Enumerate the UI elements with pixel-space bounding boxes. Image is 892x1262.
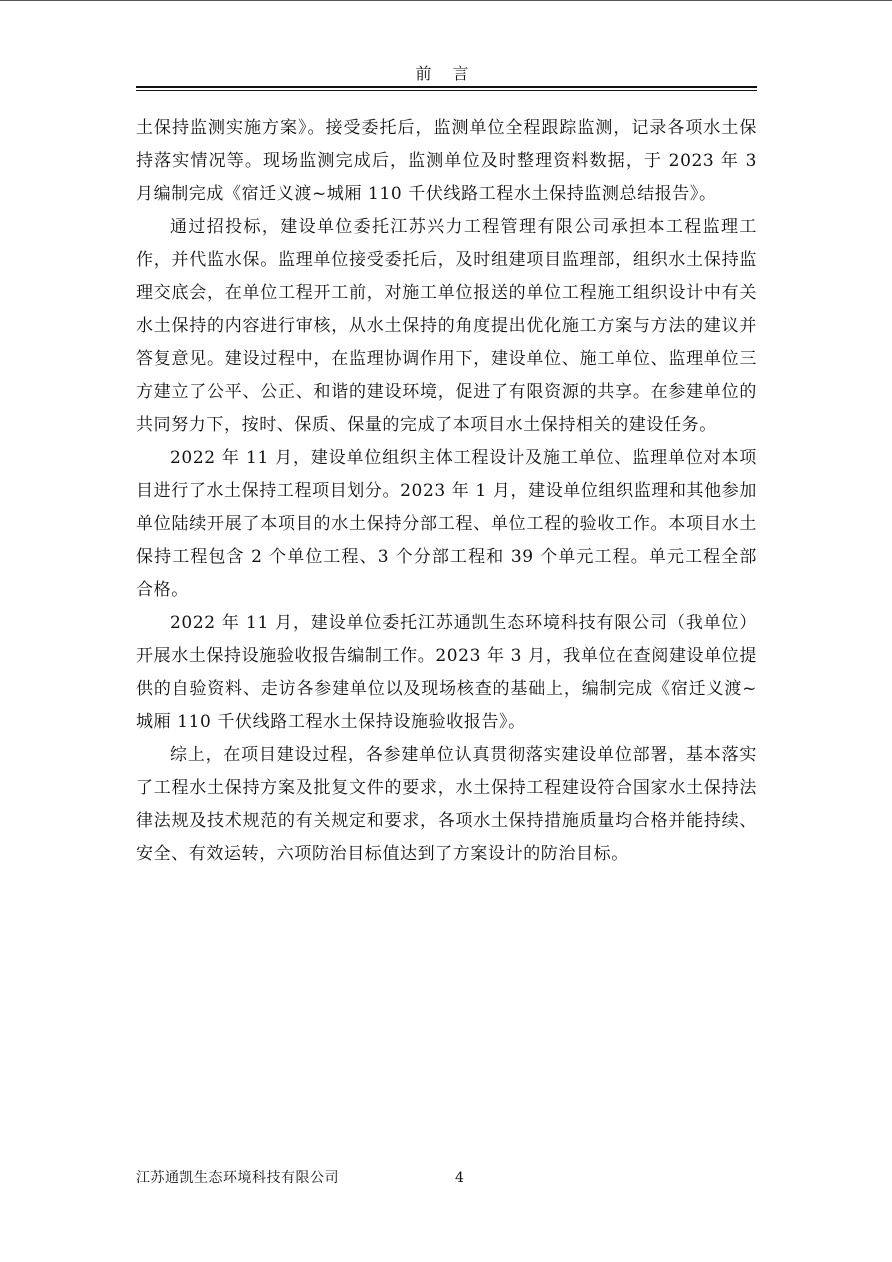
page-header-title: 前 言 xyxy=(415,64,477,83)
paragraph-project-division: 2022 年 11 月，建设单位组织主体工程设计及施工单位、监理单位对本项目进行了水土保持工程项目划分。2023 年 1 月，建设单位组织监理和其他参加单位陆续开展了本项目的水土保持分部工程、单位工程的验收工作。本项目水土保持工程包含 2 个单位工程、3 个分部工程和 39 个单元工程。单元工程全部合格。 xyxy=(136,448,757,600)
paragraph-supervision: 通过招投标，建设单位委托江苏兴力工程管理有限公司承担本工程监理工作，并代监水保。监理单位接受委托后，及时组建项目监理部，组织水土保持监理交底会，在单位工程开工前，对施工单位报送的单位工程施工组织设计中有关水土保持的内容进行审核，从水土保持的角度提出优化施工方案与方法的建议并答复意见。建设过程中，在监理协调作用下，建设单位、施工单位、监理单位三方建立了公平、公正、和谐的建设环境，促进了有限资源的共享。在参建单位的共同努力下，按时、保质、保量的完成了本项目水土保持相关的建设任务。 xyxy=(136,217,757,435)
body-text xyxy=(136,112,757,871)
paragraph-summary: 综上，在项目建设过程，各参建单位认真贯彻落实建设单位部署，基本落实了工程水土保持方案及批复文件的要求，水土保持工程建设符合国家水土保持法律法规及技术规范的有关规定和要求，各项水土保持措施质量均合格并能持续、安全、有效运转，六项防治目标值达到了方案设计的防治目标。 xyxy=(136,745,757,864)
header-rule-thick xyxy=(136,86,757,88)
paragraph-continuation: 土保持监测实施方案》。接受委托后，监测单位全程跟踪监测，记录各项水土保持落实情况等。现场监测完成后，监测单位及时整理资料数据，于 2023 年 3 月编制完成《宿迁义渡~城厢 110 千伏线路工程水土保持监测总结报告》。 xyxy=(136,118,757,204)
footer-page-number: 4 xyxy=(455,1170,464,1186)
paragraph-acceptance-report: 2022 年 11 月，建设单位委托江苏通凯生态环境科技有限公司（我单位）开展水土保持设施验收报告编制工作。2023 年 3 月，我单位在查阅建设单位提供的自验资料、走访各参建单位以及现场核查的基础上，编制完成《宿迁义渡~城厢 110 千伏线路工程水土保持设施验收报告》。 xyxy=(136,613,757,732)
footer-company-name: 江苏通凯生态环境科技有限公司 xyxy=(136,1170,339,1186)
header-rule-thin xyxy=(136,90,757,91)
page-top-border xyxy=(0,0,892,1)
